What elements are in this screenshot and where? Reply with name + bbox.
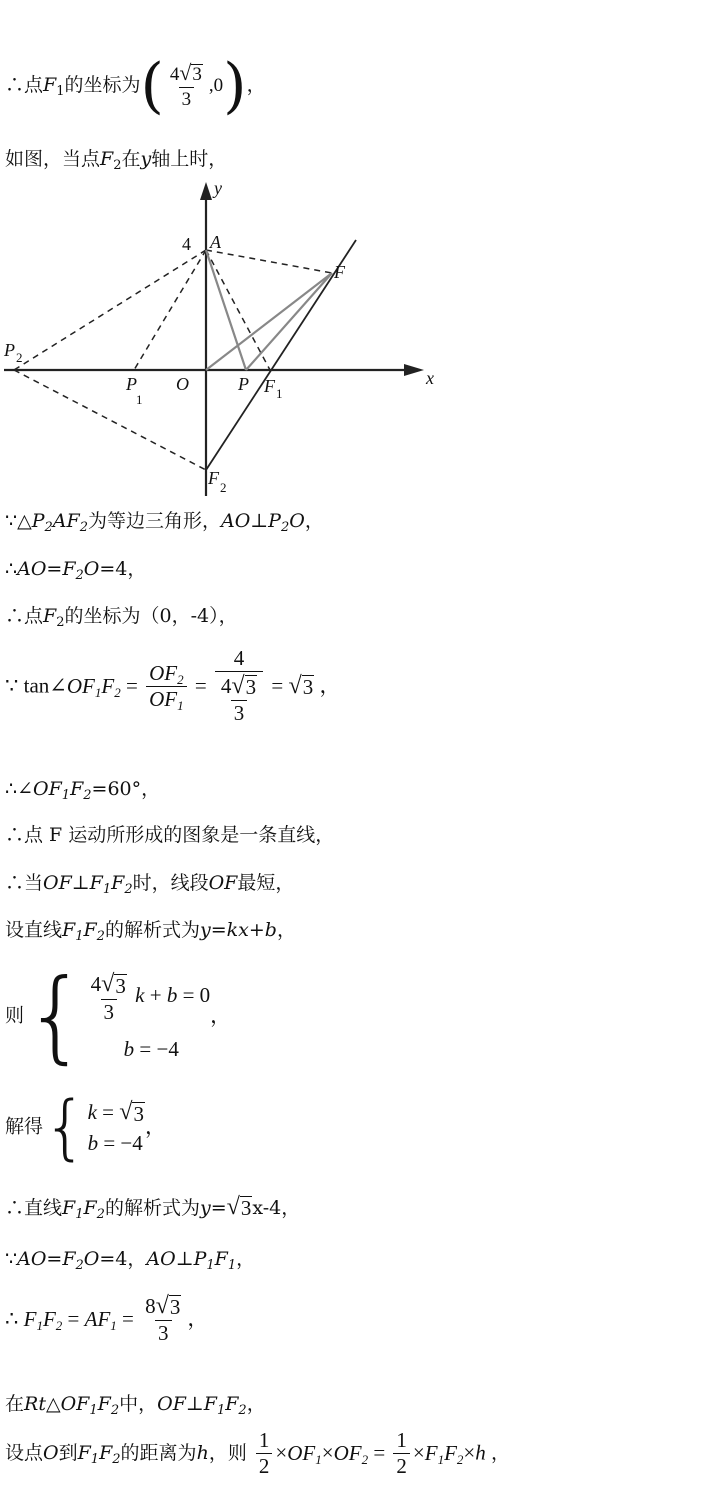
text: ∴点 — [5, 605, 44, 627]
sqrt3: √ 3 — [288, 672, 314, 700]
line-1: ∴点$F_1$的坐标为( 4 √ 3 3 ,0)， — [5, 51, 266, 121]
sub: 2 — [113, 158, 122, 173]
var-AO-perp-P2O: AO — [220, 510, 251, 532]
line-13: ∴直线$F_1F_2$的解析式为y= √ 3 x-4， — [5, 1193, 301, 1222]
num: 4 — [169, 64, 180, 86]
paren-right: ) — [223, 51, 247, 121]
text: ∴∠ — [5, 778, 34, 800]
label-O: O — [176, 374, 189, 394]
label-P2: P — [4, 340, 15, 360]
text: ∴点 — [5, 74, 44, 96]
tan: tan∠ — [23, 673, 67, 698]
line-8: ∴点 F 运动所形成的图象是一条直线， — [5, 824, 335, 846]
system-2: k = √ 3 b = −4 — [87, 1098, 144, 1155]
system-1: 4 √ 3 3 k + b = 0 b = −4 — [90, 970, 211, 1061]
sub: 1 — [56, 84, 65, 99]
den: 3 — [179, 87, 195, 109]
label-P1-sub: 1 — [136, 392, 143, 407]
text: 在 — [121, 148, 141, 170]
line-14: $\because AO=F_2O=4$，$AO\perp P_1F_1$， — [5, 1248, 256, 1273]
var-P2AF2: $P_2AF_2$ — [31, 510, 88, 535]
frac-4-over: 4 4 √ 3 3 — [215, 648, 263, 724]
text: 为等边三角形， — [87, 510, 221, 532]
line-16: 在$Rt\triangle OF_1F_2$中，$OF\perp F_1F_2$， — [5, 1393, 266, 1418]
coord-y: 0 — [213, 75, 224, 96]
coord-fraction — [167, 63, 206, 109]
label-P1: P — [126, 374, 137, 394]
label-F2: F — [208, 468, 219, 488]
text: 的坐标为 — [64, 74, 141, 96]
label-4: 4 — [182, 234, 191, 254]
line-10: 设直线$F_1F_2$的解析式为y=kx+b， — [5, 919, 296, 944]
line-4: $\therefore AO=F_2O=4$， — [5, 558, 147, 583]
line-15: ∴ $F_1F_2 = AF_1$ = 8 √ 3 3 ， — [5, 1292, 209, 1346]
line-2 — [5, 148, 228, 173]
text: =4， — [99, 558, 147, 580]
text: 如图，当点 — [5, 148, 101, 170]
line-17: 设点O到$F_1F_2$的距离为h，则 $\frac{1}{2}$ $\times OF_1\times OF_2$ = $\frac{1}{2}$ $\times F_1F_2\times h$ ， — [5, 1428, 511, 1478]
text: ∴ — [5, 558, 18, 580]
text: 轴上时， — [151, 148, 228, 170]
sub: 2 — [56, 615, 65, 630]
sqrt: √ 3 — [179, 61, 202, 86]
var-AO-eq-F2O: AO — [17, 558, 47, 580]
text: ∵△ — [5, 510, 32, 532]
line-9: ∴当$OF\perp F_1F_2$时，线段OF最短， — [5, 872, 295, 897]
line-3: $\because\triangle P_2AF_2$为等边三角形，$AO\perp P_2O$， — [5, 510, 324, 535]
label-F: F — [334, 262, 345, 282]
label-P: P — [238, 374, 249, 394]
label-P2-sub: 2 — [16, 350, 23, 365]
line-5 — [5, 605, 238, 630]
paren-left: ( — [140, 51, 164, 121]
line-7: $\therefore\angle OF_1F_2=60^\circ$， — [5, 778, 161, 803]
label-F1-sub: 1 — [276, 386, 283, 401]
label-F2-sub: 2 — [220, 480, 227, 495]
label-F1: F — [264, 376, 275, 396]
frac-OF2-OF1: $\frac{OF_2}{OF_1}$ — [146, 663, 187, 710]
var-y: y — [140, 148, 152, 170]
line-6: ∵ $\tan\angle OF_1F_2$ = $\frac{OF_2}{OF_1}$ = 4 4 √ 3 3 = √ 3 ， — [5, 646, 341, 726]
label-x: x — [426, 368, 434, 388]
text: =60°， — [91, 778, 161, 800]
text: ∵ — [5, 673, 19, 698]
var-F: F — [43, 74, 57, 96]
text: ， — [304, 510, 324, 532]
coordinate-figure — [0, 178, 440, 498]
label-A: A — [210, 232, 221, 252]
var-F: F — [100, 148, 114, 170]
var-F: F — [43, 605, 57, 627]
text: 的坐标为（0，-4）， — [64, 605, 238, 627]
line-11: 则{ 4 √ 3 3 k + b = 0 b = −4 ， — [5, 957, 232, 1074]
text: ， — [246, 74, 266, 96]
label-y: y — [214, 178, 222, 198]
line-12: 解得{ k = √ 3 b = −4 ， — [5, 1086, 166, 1168]
